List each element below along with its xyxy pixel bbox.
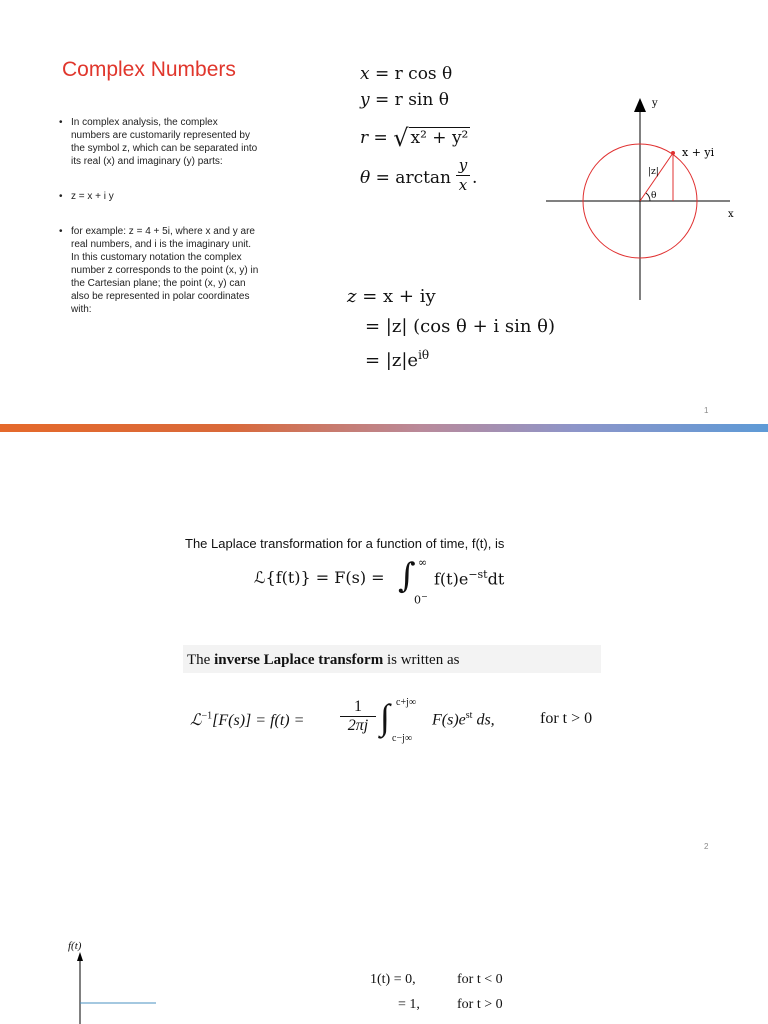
equation-z-line1 xyxy=(347,286,436,307)
eq-rhs: = |z|e xyxy=(365,350,419,371)
eq-rhs: = arctan xyxy=(375,168,452,188)
equation-y xyxy=(360,90,449,110)
eq-lhs: y xyxy=(360,90,370,110)
inverse-integrand xyxy=(432,710,495,729)
equation-x xyxy=(360,64,452,84)
step-row-lhs: 1(t) = 0, xyxy=(370,972,416,987)
inverse-integral-sign-icon: ∫ xyxy=(380,697,390,737)
inverse-operator: ℒ xyxy=(190,712,202,729)
complex-plane-diagram xyxy=(540,92,750,304)
fraction-y-over-x xyxy=(456,156,470,194)
inverse-heading-prefix: The xyxy=(187,652,215,668)
eq-rhs: = r cos θ xyxy=(375,64,453,84)
step-axis-label: f(t) xyxy=(68,940,82,952)
inverse-lhs: [F(s)] = f(t) = xyxy=(212,712,305,729)
eq-equals: = xyxy=(373,128,388,148)
y-axis-arrow-icon xyxy=(634,98,646,112)
fraction-denominator: x xyxy=(458,176,468,194)
period: . xyxy=(472,168,478,188)
integrand-body: f(t)e xyxy=(434,569,469,589)
step-row-2-condition: for t > 0 xyxy=(457,997,503,1012)
y-axis-label: y xyxy=(652,98,658,109)
fraction-denominator: 2πj xyxy=(347,717,369,734)
inverse-heading-bold: inverse Laplace transform xyxy=(214,652,384,668)
integral-lower-value: 0 xyxy=(414,593,421,607)
step-row-2 xyxy=(398,997,420,1013)
eq-lhs: θ xyxy=(360,168,371,188)
page-number: 2 xyxy=(704,842,709,851)
fraction-numerator: 1 xyxy=(354,698,362,715)
integral-upper: ∞ xyxy=(418,556,428,569)
equation-z-line2: = |z| (cos θ + i sin θ) xyxy=(365,316,556,337)
point-marker xyxy=(671,151,675,155)
sqrt-radicand: x² + y² xyxy=(410,128,469,148)
inverse-integral-upper: c+j∞ xyxy=(396,697,416,708)
equation-r xyxy=(360,124,470,152)
inverse-integrand-end: ds, xyxy=(472,711,495,729)
page-number: 1 xyxy=(704,406,709,415)
bullet-item: • for example: z = 4 + 5i, where x and y are real numbers, and i is the imaginary unit. In this customary notation the complex number z corresponds to the point (x, y) in the Cartesian plane; the point (x, y) can also be represented in polar coordinates with: xyxy=(57,225,259,316)
inverse-integrand-sup: st xyxy=(465,710,473,721)
integral-lower xyxy=(414,592,428,607)
laplace-intro: The Laplace transformation for a function of time, f(t), is xyxy=(185,536,505,551)
inverse-fraction xyxy=(340,698,376,735)
integrand-end: dt xyxy=(487,569,505,589)
eq-rhs: = r sin θ xyxy=(375,90,449,110)
eq-lhs: z xyxy=(347,286,357,307)
laplace-equation xyxy=(254,568,385,587)
sqrt-symbol: √ xyxy=(393,124,409,152)
radius-line xyxy=(640,153,673,201)
fraction-numerator: y xyxy=(458,156,468,174)
bullet-item: • In complex analysis, the complex numbers are customarily represented by the symbol z, which can be separated into its real (x) and imaginary (y) parts: xyxy=(57,116,259,168)
inverse-heading xyxy=(187,652,459,669)
angle-label: θ xyxy=(651,191,657,201)
inverse-operator-sup: −1 xyxy=(201,710,213,722)
equation-theta xyxy=(360,168,451,188)
slide-complex-numbers xyxy=(0,0,768,432)
unit-step-plot xyxy=(70,952,170,1024)
slide-title: Complex Numbers xyxy=(62,58,236,81)
step-row-1-condition: for t < 0 xyxy=(457,972,503,987)
bullet-list xyxy=(57,116,259,338)
inverse-integrand-body: F(s)e xyxy=(432,711,466,729)
point-label: x + yi xyxy=(682,146,715,159)
inverse-condition: for t > 0 xyxy=(540,710,593,727)
inverse-heading-suffix: is written as xyxy=(383,652,460,668)
eq-lhs: r xyxy=(360,128,369,148)
modulus-label: |z| xyxy=(648,167,659,177)
integrand-sup: −st xyxy=(468,568,488,581)
step-row-1 xyxy=(370,972,416,988)
inverse-integral-lower: c−j∞ xyxy=(392,733,412,744)
eq-lhs: x xyxy=(360,64,370,84)
eq-lhs: ℒ{f(t)} = F(s) = xyxy=(254,568,385,587)
integral-sign-icon: ∫ xyxy=(398,556,416,596)
angle-arc xyxy=(646,193,650,201)
x-axis-label: x xyxy=(728,209,734,220)
eq-superscript: iθ xyxy=(418,348,430,362)
equation-z-line3 xyxy=(365,348,429,371)
eq-rhs: = x + iy xyxy=(362,286,436,307)
inverse-equation xyxy=(190,710,304,730)
step-row-lhs: = 1, xyxy=(398,997,420,1012)
bullet-item: • z = x + i y xyxy=(57,190,259,203)
integral-lower-sup: − xyxy=(421,592,428,601)
integrand xyxy=(434,568,504,588)
